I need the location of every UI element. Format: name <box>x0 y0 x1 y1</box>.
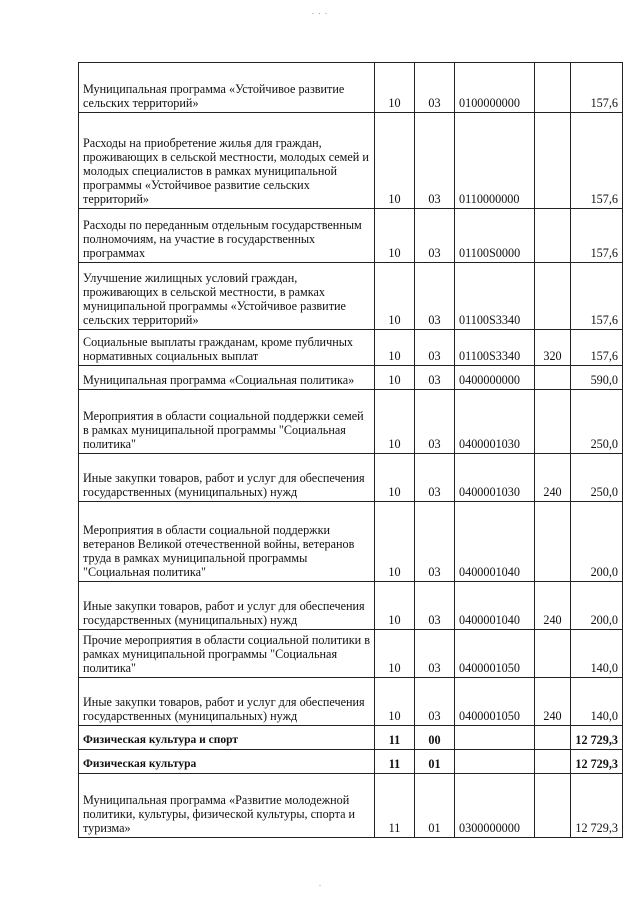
row-amount: 200,0 <box>571 582 623 630</box>
row-section: 11 <box>375 750 415 774</box>
row-name: Иные закупки товаров, работ и услуг для обеспечения государственных (муниципальных) нужд <box>79 454 375 502</box>
budget-table <box>78 62 623 838</box>
row-subsection: 00 <box>415 726 455 750</box>
table-row <box>79 63 623 113</box>
row-amount: 250,0 <box>571 390 623 454</box>
row-expense <box>535 774 571 838</box>
row-subsection: 03 <box>415 630 455 678</box>
table-row <box>79 774 623 838</box>
row-section: 10 <box>375 113 415 209</box>
row-name: Физическая культура <box>79 750 375 774</box>
row-subsection: 03 <box>415 330 455 366</box>
row-name: Мероприятия в области социальной поддержки ветеранов Великой отечественной войны, ветеранов труда в рамках муниципальной программы "Социальная политика" <box>79 502 375 582</box>
row-section: 10 <box>375 63 415 113</box>
row-expense: 240 <box>535 678 571 726</box>
row-amount: 200,0 <box>571 502 623 582</box>
table-row <box>79 726 623 750</box>
table-row <box>79 630 623 678</box>
row-section: 10 <box>375 630 415 678</box>
table-row <box>79 113 623 209</box>
scan-mark-top: . . . <box>311 6 329 16</box>
row-subsection: 03 <box>415 263 455 330</box>
row-name: Муниципальная программа «Социальная политика» <box>79 366 375 390</box>
row-subsection: 03 <box>415 502 455 582</box>
row-target: 0400001050 <box>455 630 535 678</box>
row-name: Расходы по переданным отдельным государственным полномочиям, на участие в государственных программах <box>79 209 375 263</box>
row-expense <box>535 263 571 330</box>
row-name: Улучшение жилищных условий граждан, проживающих в сельской местности, в рамках муниципальной программы «Устойчивое развитие сельских территорий» <box>79 263 375 330</box>
row-amount: 590,0 <box>571 366 623 390</box>
table-row <box>79 454 623 502</box>
row-amount: 157,6 <box>571 263 623 330</box>
table-row <box>79 678 623 726</box>
budget-table-body <box>79 63 623 838</box>
row-expense: 240 <box>535 454 571 502</box>
row-section: 10 <box>375 209 415 263</box>
row-name: Муниципальная программа «Устойчивое развитие сельских территорий» <box>79 63 375 113</box>
row-amount: 12 729,3 <box>571 750 623 774</box>
row-target: 01100S0000 <box>455 209 535 263</box>
table-row <box>79 582 623 630</box>
row-target <box>455 750 535 774</box>
row-amount: 140,0 <box>571 630 623 678</box>
row-target: 0110000000 <box>455 113 535 209</box>
table-row <box>79 330 623 366</box>
row-expense <box>535 113 571 209</box>
row-name: Расходы на приобретение жилья для граждан, проживающих в сельской местности, молодых семей и молодых специалистов в рамках муниципальной программы «Устойчивое развитие сельских территорий» <box>79 113 375 209</box>
row-subsection: 03 <box>415 582 455 630</box>
table-row <box>79 750 623 774</box>
scan-mark-bottom: . <box>318 878 322 888</box>
row-subsection: 03 <box>415 678 455 726</box>
row-expense: 320 <box>535 330 571 366</box>
row-section: 11 <box>375 726 415 750</box>
row-expense <box>535 750 571 774</box>
row-expense <box>535 390 571 454</box>
row-section: 10 <box>375 678 415 726</box>
table-row <box>79 263 623 330</box>
row-target: 0400001030 <box>455 454 535 502</box>
row-target <box>455 726 535 750</box>
row-name: Социальные выплаты гражданам, кроме публичных нормативных социальных выплат <box>79 330 375 366</box>
row-amount: 157,6 <box>571 113 623 209</box>
table-row <box>79 502 623 582</box>
row-target: 0400000000 <box>455 366 535 390</box>
row-expense <box>535 366 571 390</box>
row-section: 11 <box>375 774 415 838</box>
row-section: 10 <box>375 263 415 330</box>
row-subsection: 03 <box>415 113 455 209</box>
row-target: 01100S3340 <box>455 263 535 330</box>
row-subsection: 03 <box>415 366 455 390</box>
row-subsection: 03 <box>415 390 455 454</box>
row-subsection: 01 <box>415 750 455 774</box>
row-subsection: 03 <box>415 209 455 263</box>
row-name: Иные закупки товаров, работ и услуг для обеспечения государственных (муниципальных) нужд <box>79 582 375 630</box>
table-row <box>79 366 623 390</box>
row-target: 0300000000 <box>455 774 535 838</box>
row-amount: 12 729,3 <box>571 774 623 838</box>
row-name: Иные закупки товаров, работ и услуг для обеспечения государственных (муниципальных) нужд <box>79 678 375 726</box>
row-target: 0100000000 <box>455 63 535 113</box>
row-amount: 250,0 <box>571 454 623 502</box>
row-expense <box>535 209 571 263</box>
row-section: 10 <box>375 454 415 502</box>
row-subsection: 03 <box>415 63 455 113</box>
row-expense <box>535 502 571 582</box>
row-subsection: 03 <box>415 454 455 502</box>
row-amount: 157,6 <box>571 209 623 263</box>
row-section: 10 <box>375 390 415 454</box>
row-expense <box>535 63 571 113</box>
row-section: 10 <box>375 330 415 366</box>
row-target: 0400001030 <box>455 390 535 454</box>
row-target: 0400001040 <box>455 502 535 582</box>
row-subsection: 01 <box>415 774 455 838</box>
table-row <box>79 209 623 263</box>
row-name: Физическая культура и спорт <box>79 726 375 750</box>
table-row <box>79 390 623 454</box>
row-name: Мероприятия в области социальной поддержки семей в рамках муниципальной программы "Социальная политика" <box>79 390 375 454</box>
row-section: 10 <box>375 582 415 630</box>
row-section: 10 <box>375 502 415 582</box>
row-amount: 12 729,3 <box>571 726 623 750</box>
row-amount: 140,0 <box>571 678 623 726</box>
row-section: 10 <box>375 366 415 390</box>
row-expense: 240 <box>535 582 571 630</box>
row-name: Муниципальная программа «Развитие молодежной политики, культуры, физической культуры, спорта и туризма» <box>79 774 375 838</box>
row-amount: 157,6 <box>571 63 623 113</box>
row-amount: 157,6 <box>571 330 623 366</box>
row-expense <box>535 630 571 678</box>
row-name: Прочие мероприятия в области социальной политики в рамках муниципальной программы "Социальная политика" <box>79 630 375 678</box>
row-target: 0400001050 <box>455 678 535 726</box>
row-expense <box>535 726 571 750</box>
row-target: 01100S3340 <box>455 330 535 366</box>
row-target: 0400001040 <box>455 582 535 630</box>
